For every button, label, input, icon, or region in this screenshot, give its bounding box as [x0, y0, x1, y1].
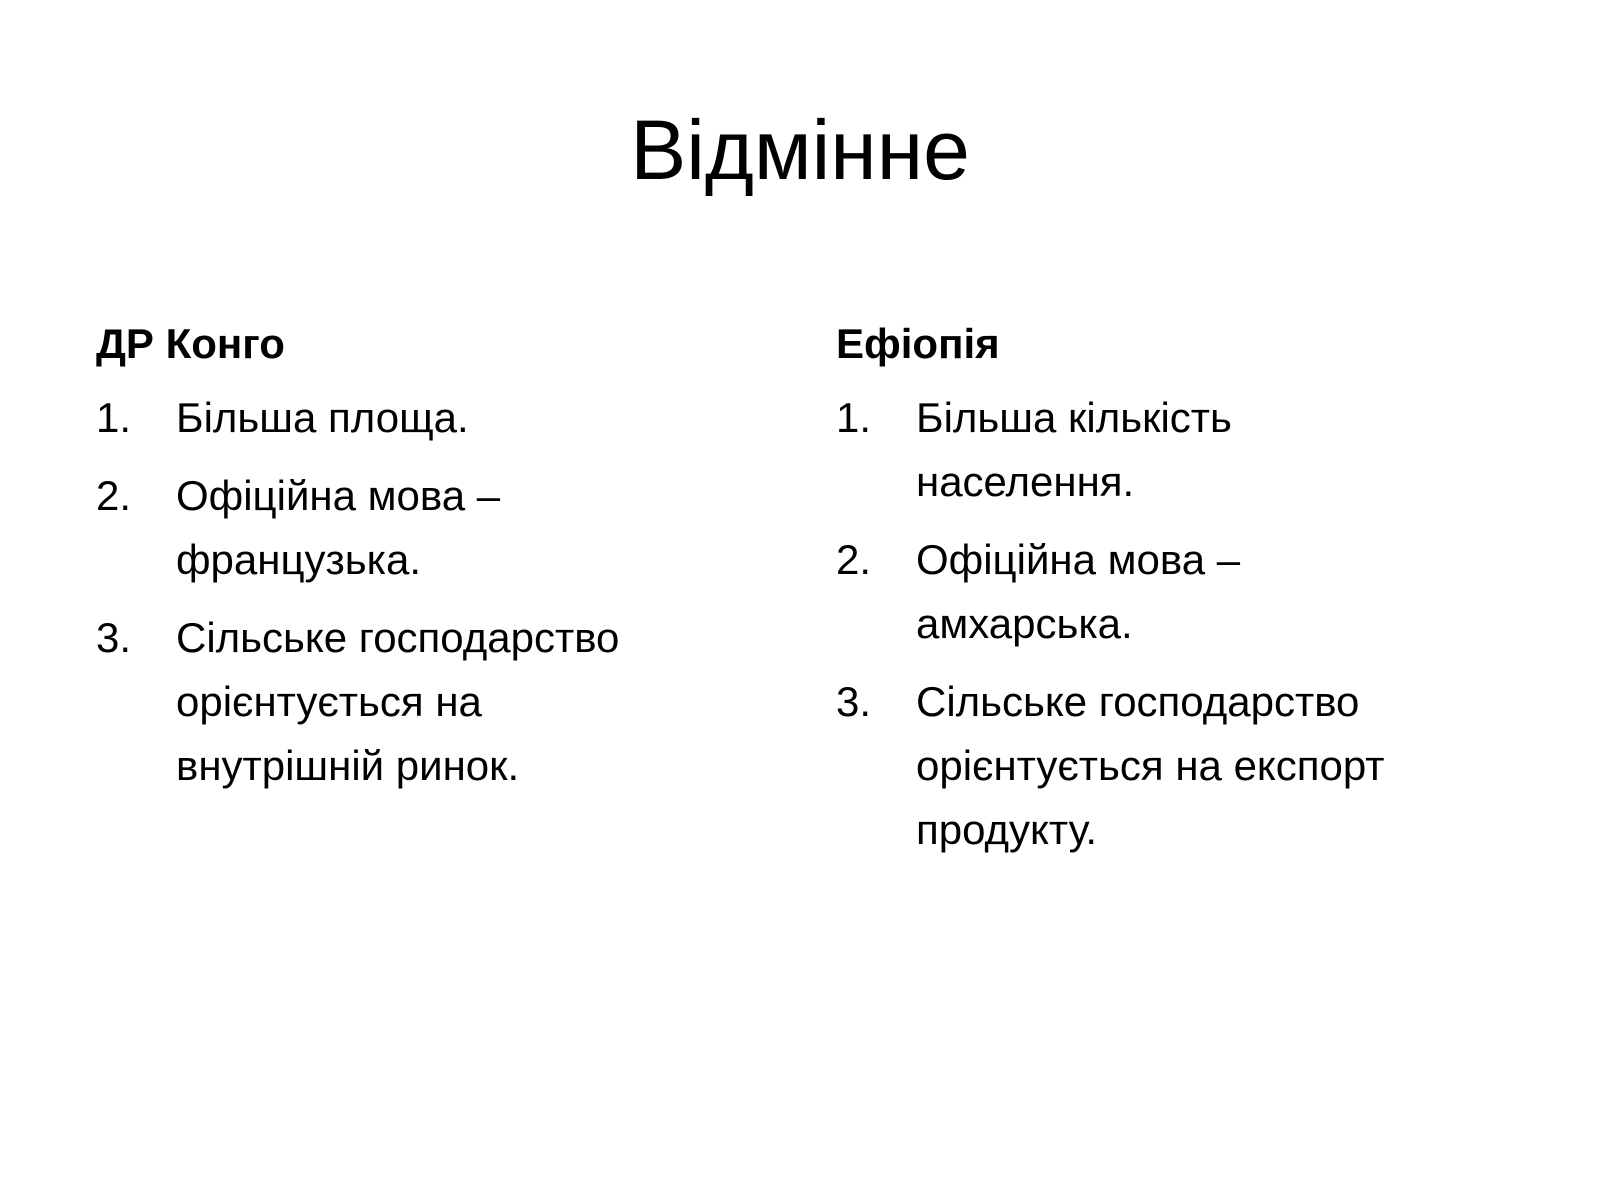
- left-column-heading: ДР Конго: [96, 320, 285, 367]
- right-list: [836, 386, 1536, 862]
- list-item-text: Більша площа.: [176, 394, 469, 441]
- list-item-number: 2.: [836, 536, 872, 583]
- left-list: [96, 386, 736, 798]
- list-item-number: 3.: [836, 678, 872, 725]
- list-item-text: Офіційна мова – французька.: [176, 472, 501, 583]
- list-item-number: 2.: [96, 472, 132, 519]
- slide-title: Відмінне: [630, 103, 970, 197]
- list-item: [96, 606, 736, 798]
- list-item: [836, 670, 1536, 862]
- list-item-number: 3.: [96, 614, 132, 661]
- list-item-number: 1.: [96, 394, 132, 441]
- list-item: [96, 464, 736, 592]
- list-item-number: 1.: [836, 394, 872, 441]
- list-item-text: Сільське господарство орієнтується на внутрішній ринок.: [176, 614, 620, 789]
- list-item: [836, 528, 1536, 656]
- list-item: [836, 386, 1536, 514]
- list-item-text: Сільське господарство орієнтується на експорт продукту.: [916, 678, 1385, 853]
- list-item: [96, 386, 736, 450]
- right-column-heading: Ефіопія: [836, 320, 1000, 367]
- list-item-text: Офіційна мова – амхарська.: [916, 536, 1241, 647]
- list-item-text: Більша кількість населення.: [916, 394, 1232, 505]
- left-column: [96, 312, 736, 812]
- right-column: [836, 312, 1536, 876]
